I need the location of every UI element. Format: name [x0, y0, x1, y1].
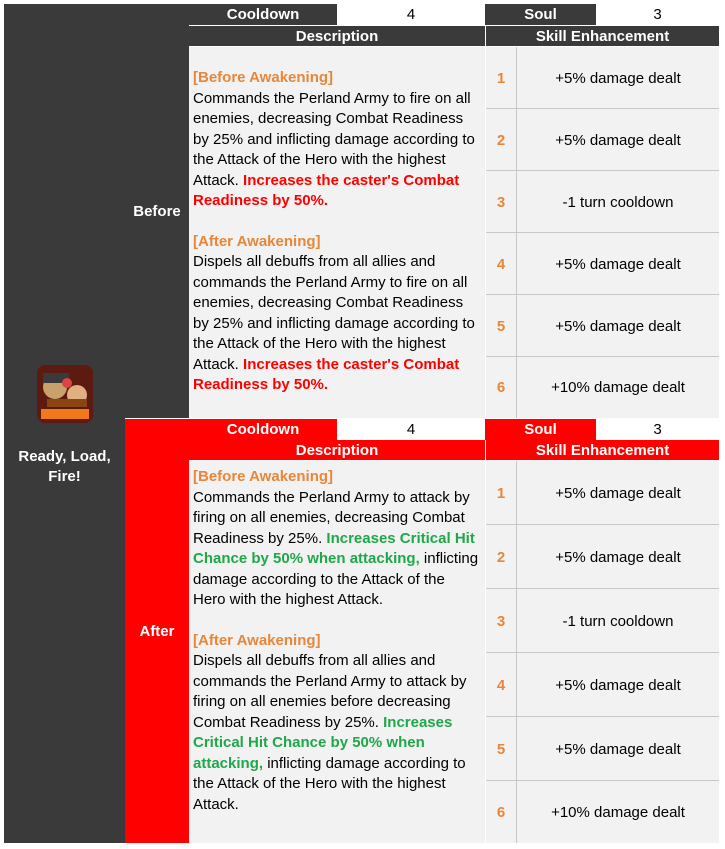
enh-level: 6 [496, 803, 506, 821]
after-desc-highlight-2: Increases Critical Hit Chance by 50% when attacking, [193, 713, 453, 772]
after-desc-text-1a: Commands the Perland Army to attack by firing on all enemies, decreasing Combat Readiness by 25%. [193, 488, 470, 547]
skill-name: Ready, Load, Fire! [18, 448, 111, 485]
enh-level: 4 [496, 676, 506, 694]
after-desc-text-2a: Dispels all debuffs from all allies and commands the Perland Army to attack by firing on all enemies before decreasing Combat Readiness by 25%. [193, 652, 467, 731]
enh-row [486, 653, 719, 717]
enh-row [486, 717, 719, 781]
enh-row [486, 171, 719, 233]
enh-level: 1 [496, 69, 506, 87]
before-desc-highlight-1: Increases the caster's Combat Readiness by 50%. [193, 171, 460, 209]
after-description [189, 461, 485, 843]
enh-level: 3 [496, 612, 506, 630]
enh-level: 5 [496, 740, 506, 758]
before-enhancement-header: Skill Enhancement [486, 26, 719, 46]
after-desc-title-2: [After Awakening] [193, 631, 321, 649]
before-description [189, 47, 485, 418]
before-soul-header: Soul [485, 4, 596, 25]
enh-row [486, 461, 719, 525]
enh-effect: +5% damage dealt [555, 69, 681, 87]
enh-row [486, 109, 719, 171]
enh-row [486, 233, 719, 295]
before-description-header: Description [189, 26, 485, 46]
enh-row [486, 781, 719, 843]
after-enhancement-header: Skill Enhancement [486, 440, 719, 460]
enh-effect: +5% damage dealt [555, 484, 681, 502]
before-desc-text-2: Dispels all debuffs from all allies and commands the Perland Army to fire on all enemies, decreasing Combat Readiness by 25% and inflicting damage according to the Attack of the Hero with the highest Attack. [193, 253, 475, 373]
after-desc-text-1b: inflicting damage according to the Attack of the Hero with the highest Attack. [193, 550, 479, 608]
skill-icon [37, 365, 93, 423]
after-label: After [125, 419, 189, 843]
enh-level: 1 [496, 484, 506, 502]
enh-effect: -1 turn cooldown [562, 612, 674, 630]
enh-effect: +5% damage dealt [555, 676, 681, 694]
enh-row [486, 525, 719, 589]
enh-effect: +5% damage dealt [555, 317, 681, 335]
enh-effect: +5% damage dealt [555, 740, 681, 758]
enh-effect: +5% damage dealt [555, 255, 681, 273]
enh-row [486, 589, 719, 653]
enh-level: 2 [496, 131, 506, 149]
after-cooldown-header: Cooldown [189, 419, 337, 440]
after-enhancement-table [486, 461, 719, 843]
before-desc-highlight-2: Increases the caster's Combat Readiness by 50%. [193, 355, 460, 393]
enh-row [486, 295, 719, 357]
enh-effect: +5% damage dealt [555, 548, 681, 566]
skill-column [4, 4, 125, 843]
before-desc-title-1: [Before Awakening] [193, 69, 334, 86]
enh-level: 5 [496, 317, 506, 335]
enh-effect: -1 turn cooldown [562, 193, 674, 211]
after-desc-title-1: [Before Awakening] [193, 468, 334, 485]
after-soul-header: Soul [485, 419, 596, 440]
enh-level: 6 [496, 379, 506, 396]
before-desc-title-2: [After Awakening] [193, 232, 321, 250]
before-soul-value: 3 [596, 4, 719, 25]
enh-level: 4 [496, 255, 506, 273]
before-cooldown-header: Cooldown [189, 4, 337, 25]
after-desc-highlight-1: Increases Critical Hit Chance by 50% when attacking, [193, 529, 475, 567]
enh-effect: +10% damage dealt [551, 379, 685, 396]
enh-effect: +10% damage dealt [551, 803, 685, 821]
enh-level: 3 [496, 193, 506, 211]
before-enhancement-table [486, 47, 719, 418]
after-description-header: Description [189, 440, 485, 460]
enh-effect: +5% damage dealt [555, 131, 681, 149]
after-cooldown-value: 4 [337, 419, 485, 440]
before-desc-text-1: Commands the Perland Army to fire on all enemies, decreasing Combat Readiness by 25% and inflicting damage according to the Attack of the Hero with the highest Attack. [193, 89, 475, 189]
enh-row [486, 47, 719, 109]
after-desc-text-2b: inflicting damage according to the Attack of the Hero with the highest Attack. [193, 754, 466, 813]
before-cooldown-value: 4 [337, 4, 485, 25]
after-soul-value: 3 [596, 419, 719, 440]
enh-level: 2 [496, 548, 506, 566]
enh-row [486, 357, 719, 418]
before-label: Before [125, 4, 189, 418]
